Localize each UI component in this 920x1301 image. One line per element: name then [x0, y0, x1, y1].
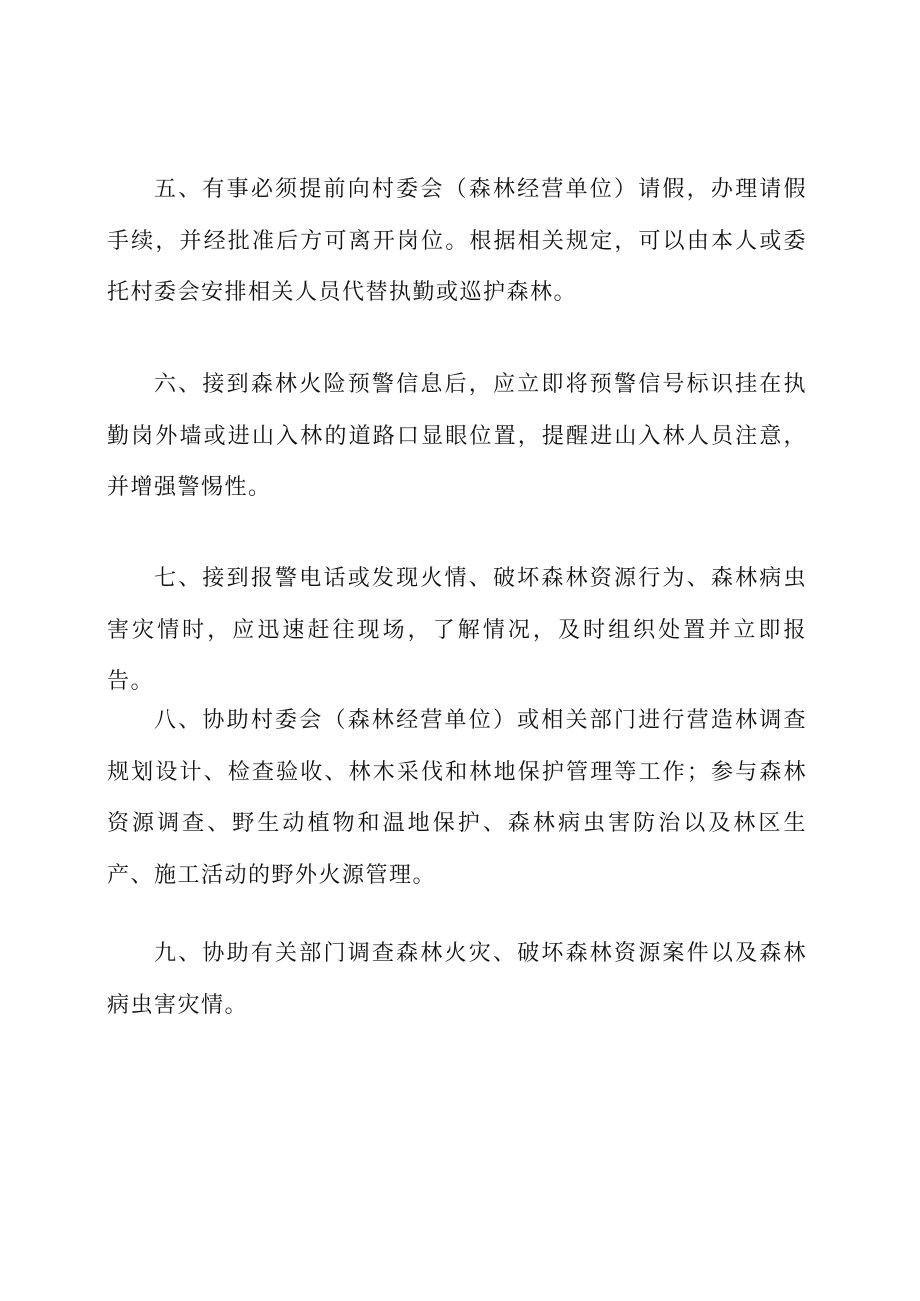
- paragraph-item-5: 五、有事必须提前向村委会（森林经营单位）请假，办理请假手续，并经批准后方可离开岗位。根据相关规定，可以由本人或委托村委会安排相关人员代替执勤或巡护森林。: [107, 177, 807, 305]
- paragraph-item-7: 七、接到报警电话或发现火情、破坏森林资源行为、森林病虫害灾情时，应迅速赶往现场，了解情况，及时组织处置并立即报告。: [107, 566, 807, 694]
- paragraph-item-8: 八、协助村委会（森林经营单位）或相关部门进行营造林调查规划设计、检查验收、林木采伐和林地保护管理等工作；参与森林资源调查、野生动植物和温地保护、森林病虫害防治以及林区生产、施工活动的野外火源管理。: [107, 708, 807, 888]
- paragraph-item-6: 六、接到森林火险预警信息后，应立即将预警信号标识挂在执勤岗外墙或进山入林的道路口显眼位置，提醒进山入林人员注意，并增强警惕性。: [107, 372, 807, 500]
- paragraph-item-9: 九、协助有关部门调查森林火灾、破坏森林资源案件以及森林病虫害灾情。: [107, 941, 807, 1018]
